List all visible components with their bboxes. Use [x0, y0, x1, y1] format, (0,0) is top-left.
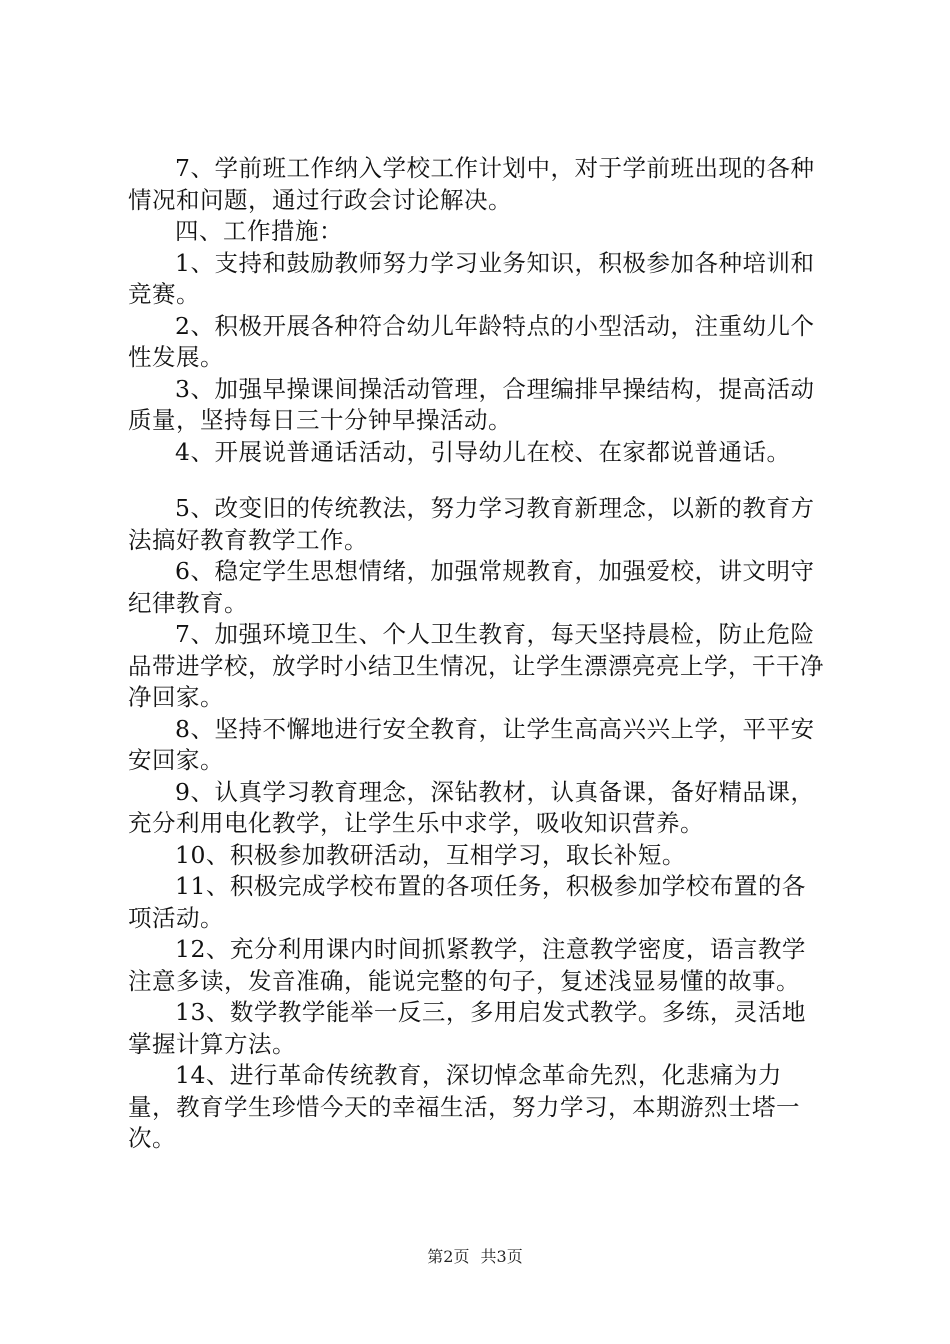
page-footer	[0, 1244, 950, 1267]
paragraph-measure-10: 10、积极参加教研活动，互相学习，取长补短。	[175, 840, 686, 869]
document-body	[128, 153, 828, 1155]
paragraph-measure-11: 11、积极完成学校布置的各项任务，积极参加学校布置的各项活动。	[128, 872, 806, 932]
paragraph-measure-7: 7、加强环境卫生、个人卫生教育，每天坚持晨检，防止危险品带进学校，放学时小结卫生情况，让学生漂漂亮亮上学，干干净净回家。	[128, 620, 824, 711]
paragraph-preschool-plan: 7、学前班工作纳入学校工作计划中，对于学前班出现的各种情况和问题，通过行政会讨论解决。	[128, 154, 815, 214]
paragraph-measure-4: 4、开展说普通话活动，引导幼儿在校、在家都说普通话。	[175, 437, 791, 466]
paragraph-measure-6: 6、稳定学生思想情绪，加强常规教育，加强爱校，讲文明守纪律教育。	[128, 557, 815, 617]
paragraph-measure-2: 2、积极开展各种符合幼儿年龄特点的小型活动，注重幼儿个性发展。	[128, 311, 815, 371]
section-heading-measures: 四、工作措施：	[175, 217, 343, 245]
paragraph-measure-8: 8、坚持不懈地进行安全教育，让学生高高兴兴上学，平平安安回家。	[128, 714, 815, 774]
paragraph-measure-14: 14、进行革命传统教育，深切悼念革命先烈，化悲痛为力量，教育学生珍惜今天的幸福生活，努力学习，本期游烈士塔一次。	[128, 1061, 800, 1152]
paragraph-measure-1: 1、支持和鼓励教师努力学习业务知识，积极参加各种培训和竞赛。	[128, 248, 815, 308]
paragraph-measure-12: 12、充分利用课内时间抓紧教学，注意教学密度，语言教学注意多读，发音准确，能说完整的句子，复述浅显易懂的故事。	[128, 935, 806, 995]
paragraph-measure-9: 9、认真学习教育理念，深钻教材，认真备课，备好精品课，充分利用电化教学，让学生乐中求学，吸收知识营养。	[128, 777, 815, 837]
paragraph-gap	[128, 468, 828, 493]
total-pages: 共3页	[480, 1247, 523, 1266]
paragraph-measure-5: 5、改变旧的传统教法，努力学习教育新理念，以新的教育方法搞好教育教学工作。	[128, 494, 815, 554]
paragraph-measure-3: 3、加强早操课间操活动管理，合理编排早操结构，提高活动质量，坚持每日三十分钟早操活动。	[128, 374, 815, 434]
page-number: 第2页	[427, 1247, 470, 1266]
paragraph-measure-13: 13、数学教学能举一反三，多用启发式教学。多练，灵活地掌握计算方法。	[128, 998, 806, 1058]
